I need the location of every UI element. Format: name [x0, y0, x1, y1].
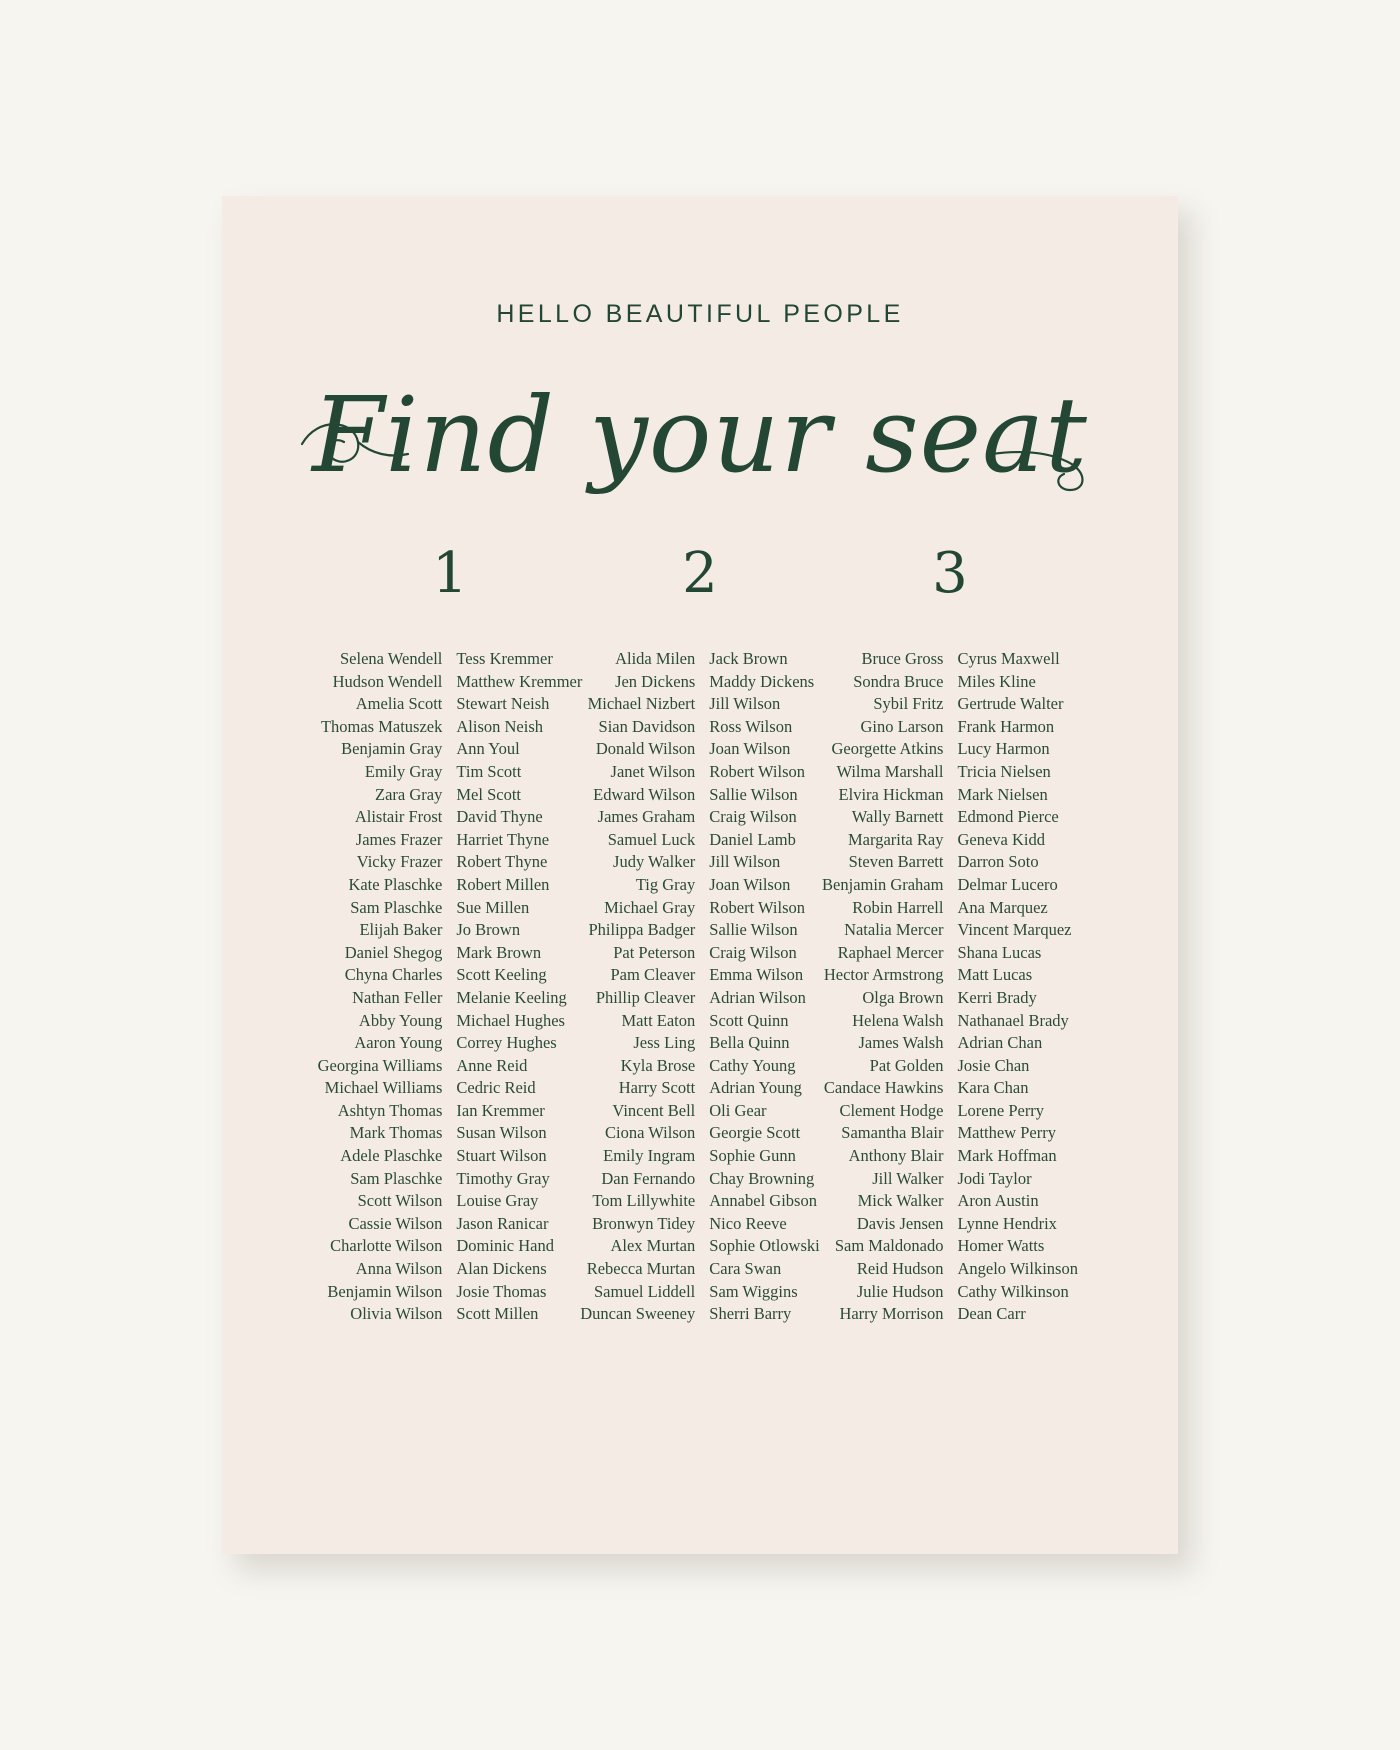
guest-name: Sam Wiggins	[709, 1281, 798, 1301]
guest-name: Miles Kline	[957, 671, 1036, 691]
guest-name: Anthony Blair	[848, 1146, 944, 1166]
guest-name: Dan Fernando	[601, 1168, 696, 1188]
guest-name: Jo Brown	[456, 920, 521, 940]
guest-name: Michael Hughes	[456, 1010, 565, 1030]
guest-name: Mark Brown	[456, 942, 542, 962]
guest-name: Georgina Williams	[317, 1055, 443, 1075]
guest-name: Jason Ranicar	[456, 1213, 549, 1233]
guest-name: Jen Dickens	[615, 671, 696, 691]
guest-name: Rebecca Murtan	[586, 1259, 696, 1279]
guest-name: Frank Harmon	[957, 716, 1055, 736]
guest-name: Emily Gray	[364, 761, 443, 781]
guest-name: Bronwyn Tidey	[592, 1213, 696, 1233]
guest-name: Olivia Wilson	[350, 1304, 443, 1324]
guest-name: Philippa Badger	[588, 920, 696, 940]
guest-name: Jess Ling	[633, 1033, 696, 1053]
guest-column	[957, 648, 1078, 1326]
guest-name: Alistair Frost	[354, 807, 443, 827]
guest-name: Edmond Pierce	[957, 807, 1059, 827]
guest-name: Daniel Shegog	[344, 942, 443, 962]
tables-container	[222, 541, 1178, 1326]
seating-chart-poster	[222, 196, 1178, 1554]
guest-name: Wilma Marshall	[836, 761, 944, 781]
guest-name: Elvira Hickman	[838, 784, 944, 804]
guest-name: Dominic Hand	[456, 1236, 554, 1256]
guest-name: Cara Swan	[709, 1259, 782, 1279]
guest-name: Phillip Cleaver	[595, 987, 696, 1007]
guest-name: Natalia Mercer	[844, 920, 944, 940]
guest-name: Ian Kremmer	[456, 1100, 545, 1120]
guest-name: Ashtyn Thomas	[337, 1100, 443, 1120]
guest-name: Stuart Wilson	[456, 1146, 547, 1166]
table-columns	[822, 648, 1078, 1326]
guest-name: Amelia Scott	[355, 694, 443, 714]
guest-name: Nico Reeve	[709, 1213, 787, 1233]
guest-name: Shana Lucas	[957, 942, 1042, 962]
guest-name: Harry Scott	[618, 1078, 696, 1098]
guest-name: Scott Wilson	[357, 1191, 443, 1211]
guest-name: Helena Walsh	[852, 1010, 944, 1030]
guest-name: Louise Gray	[456, 1191, 539, 1211]
guest-name: Mark Hoffman	[957, 1146, 1057, 1166]
guest-name: Olga Brown	[862, 987, 944, 1007]
guest-name: Alan Dickens	[456, 1259, 547, 1279]
guest-name: Dean Carr	[957, 1304, 1026, 1324]
guest-name: Scott Millen	[456, 1304, 539, 1324]
guest-name: Judy Walker	[613, 852, 696, 872]
guest-name: Josie Chan	[957, 1055, 1030, 1075]
guest-name: Adrian Chan	[957, 1033, 1043, 1053]
guest-column	[456, 648, 582, 1326]
guest-name: Sherri Barry	[709, 1304, 792, 1324]
guest-name: Matt Lucas	[957, 965, 1033, 985]
guest-name: Maddy Dickens	[709, 671, 815, 691]
guest-name: Cassie Wilson	[348, 1213, 443, 1233]
guest-name: Ross Wilson	[709, 716, 793, 736]
guest-name: James Walsh	[858, 1033, 944, 1053]
poster-headline-block	[222, 374, 1178, 496]
guest-name: Anne Reid	[456, 1055, 528, 1075]
table-columns	[317, 648, 583, 1326]
guest-name: Adele Plaschke	[340, 1146, 443, 1166]
guest-name: Robert Millen	[456, 874, 550, 894]
guest-name: Harry Morrison	[839, 1304, 944, 1324]
guest-name: Craig Wilson	[709, 807, 797, 827]
guest-name: Georgette Atkins	[831, 739, 944, 759]
guest-name: Joan Wilson	[709, 739, 791, 759]
guest-name: Tess Kremmer	[456, 649, 553, 668]
guest-name: Robert Thyne	[456, 852, 548, 872]
guest-name: Janet Wilson	[610, 761, 696, 781]
guest-name: Sue Millen	[456, 897, 530, 917]
guest-name: Samuel Luck	[607, 829, 696, 849]
table-columns	[575, 648, 825, 1326]
guest-name: Timothy Gray	[456, 1168, 550, 1188]
guest-name: Cedric Reid	[456, 1078, 536, 1098]
guest-name: Samuel Liddell	[593, 1281, 696, 1301]
guest-name: Ciona Wilson	[605, 1123, 696, 1143]
guest-name: Lynne Hendrix	[957, 1213, 1057, 1233]
guest-name: Sybil Fritz	[873, 694, 944, 714]
guest-name: Clement Hodge	[839, 1100, 944, 1120]
guest-name: Jill Wilson	[709, 694, 781, 714]
guest-name: Gino Larson	[860, 716, 944, 736]
guest-name: Benjamin Gray	[341, 739, 443, 759]
guest-name: Darron Soto	[957, 852, 1039, 872]
guest-name: Pam Cleaver	[610, 965, 696, 985]
guest-name: Aron Austin	[957, 1191, 1039, 1211]
poster-wrapper	[222, 196, 1178, 1554]
guest-name: Harriet Thyne	[456, 829, 550, 849]
guest-name: Tig Gray	[635, 874, 696, 894]
guest-name: Stewart Neish	[456, 694, 550, 714]
guest-name: Hector Armstrong	[823, 965, 944, 985]
guest-name: Geneva Kidd	[957, 829, 1045, 849]
guest-name: Zara Gray	[375, 784, 443, 804]
guest-name: Cathy Young	[709, 1055, 796, 1075]
guest-name: Steven Barrett	[848, 852, 944, 872]
table-group	[317, 541, 583, 1326]
guest-name: Susan Wilson	[456, 1123, 547, 1143]
guest-name: Alex Murtan	[610, 1236, 696, 1256]
guest-name: Elijah Baker	[359, 920, 443, 940]
guest-name: Emma Wilson	[709, 965, 804, 985]
guest-name: Jill Wilson	[709, 852, 781, 872]
guest-name: Thomas Matuszek	[320, 716, 443, 736]
guest-name: Scott Quinn	[709, 1010, 789, 1030]
guest-name: Michael Williams	[324, 1078, 443, 1098]
guest-name: Pat Peterson	[613, 942, 696, 962]
guest-name: Selena Wendell	[339, 649, 443, 668]
guest-name: James Graham	[597, 807, 696, 827]
guest-column	[709, 648, 819, 1326]
guest-name: Annabel Gibson	[709, 1191, 817, 1211]
guest-name: Delmar Lucero	[957, 874, 1058, 894]
guest-name: Sam Plaschke	[350, 897, 443, 917]
guest-name: James Frazer	[355, 829, 443, 849]
guest-name: Ann Youl	[456, 739, 520, 759]
guest-name: Cyrus Maxwell	[957, 649, 1060, 668]
guest-name: Sophie Otlowski	[709, 1236, 820, 1256]
guest-name: Adrian Wilson	[709, 987, 806, 1007]
guest-name: Gertrude Walter	[957, 694, 1064, 714]
guest-name: Chay Browning	[709, 1168, 815, 1188]
guest-name: Sam Maldonado	[834, 1236, 944, 1256]
guest-name: Abby Young	[358, 1010, 443, 1030]
guest-name: Sophie Gunn	[709, 1146, 796, 1166]
guest-name: Vicky Frazer	[356, 852, 443, 872]
guest-name: Jodi Taylor	[957, 1168, 1032, 1188]
guest-name: Robert Wilson	[709, 897, 806, 917]
guest-name: Nathanael Brady	[957, 1010, 1069, 1030]
guest-name: Benjamin Graham	[822, 874, 944, 894]
guest-name: Raphael Mercer	[837, 942, 944, 962]
guest-column	[318, 648, 443, 1326]
guest-name: Matthew Kremmer	[456, 671, 583, 691]
guest-name: Homer Watts	[957, 1236, 1045, 1256]
guest-name: Sondra Bruce	[853, 671, 944, 691]
guest-name: Tricia Nielsen	[957, 761, 1051, 781]
guest-name: Sam Plaschke	[350, 1168, 443, 1188]
guest-name: Tom Lillywhite	[592, 1191, 696, 1211]
guest-name: Robin Harrell	[852, 897, 944, 917]
guest-name: Daniel Lamb	[709, 829, 796, 849]
guest-name: Matt Eaton	[621, 1010, 696, 1030]
guest-name: Pat Golden	[869, 1055, 944, 1075]
guest-name: David Thyne	[456, 807, 543, 827]
guest-name: Edward Wilson	[593, 784, 696, 804]
guest-name: Sallie Wilson	[709, 784, 798, 804]
table-number: 2	[682, 541, 718, 606]
guest-name: Reid Hudson	[856, 1259, 944, 1279]
guest-name: Candace Hawkins	[823, 1078, 944, 1098]
guest-name: Matthew Perry	[957, 1123, 1056, 1143]
guest-name: Emily Ingram	[603, 1146, 696, 1166]
page-title: Find your seat	[312, 374, 1088, 496]
guest-name: Julie Hudson	[856, 1281, 944, 1301]
guest-column	[822, 648, 943, 1326]
guest-name: Kara Chan	[957, 1078, 1029, 1098]
guest-name: Ana Marquez	[957, 897, 1048, 917]
guest-name: Lucy Harmon	[957, 739, 1050, 759]
guest-name: Mel Scott	[456, 784, 521, 804]
guest-name: Mick Walker	[857, 1191, 944, 1211]
guest-name: Sian Davidson	[598, 716, 696, 736]
table-number: 3	[932, 541, 968, 606]
guest-name: Donald Wilson	[595, 739, 696, 759]
guest-name: Jack Brown	[709, 649, 788, 668]
poster-eyebrow: HELLO BEAUTIFUL PEOPLE	[496, 300, 904, 328]
guest-name: Alida Milen	[615, 649, 696, 668]
guest-name: Alison Neish	[456, 716, 543, 736]
guest-column	[580, 648, 695, 1326]
guest-name: Davis Jensen	[856, 1213, 944, 1233]
guest-name: Craig Wilson	[709, 942, 797, 962]
guest-name: Bella Quinn	[709, 1033, 790, 1053]
table-group	[822, 541, 1078, 1326]
guest-name: Jill Walker	[872, 1168, 944, 1188]
guest-name: Scott Keeling	[456, 965, 547, 985]
guest-name: Michael Gray	[604, 897, 696, 917]
guest-name: Kate Plaschke	[348, 874, 443, 894]
table-number: 1	[432, 541, 468, 606]
guest-name: Wally Barnett	[851, 807, 944, 827]
guest-name: Duncan Sweeney	[580, 1304, 696, 1324]
guest-name: Mark Thomas	[349, 1123, 443, 1143]
guest-name: Chyna Charles	[344, 965, 443, 985]
guest-name: Vincent Bell	[612, 1100, 696, 1120]
guest-name: Cathy Wilkinson	[957, 1281, 1069, 1301]
guest-name: Josie Thomas	[456, 1281, 547, 1301]
table-group	[575, 541, 825, 1326]
guest-name: Hudson Wendell	[332, 671, 443, 691]
guest-name: Anna Wilson	[355, 1259, 443, 1279]
guest-name: Angelo Wilkinson	[957, 1259, 1078, 1279]
guest-name: Lorene Perry	[957, 1100, 1045, 1120]
guest-name: Vincent Marquez	[957, 920, 1072, 940]
guest-name: Adrian Young	[709, 1078, 802, 1098]
guest-name: Benjamin Wilson	[327, 1281, 443, 1301]
guest-name: Oli Gear	[709, 1100, 767, 1120]
guest-name: Joan Wilson	[709, 874, 791, 894]
guest-name: Sallie Wilson	[709, 920, 798, 940]
guest-name: Robert Wilson	[709, 761, 806, 781]
guest-name: Bruce Gross	[861, 649, 944, 668]
guest-name: Kerri Brady	[957, 987, 1037, 1007]
guest-name: Michael Nizbert	[587, 694, 696, 714]
guest-name: Kyla Brose	[620, 1055, 696, 1075]
guest-name: Charlotte Wilson	[330, 1236, 443, 1256]
guest-name: Melanie Keeling	[456, 987, 567, 1007]
guest-name: Georgie Scott	[709, 1123, 801, 1143]
guest-name: Mark Nielsen	[957, 784, 1048, 804]
guest-name: Margarita Ray	[848, 829, 944, 849]
guest-name: Correy Hughes	[456, 1033, 557, 1053]
guest-name: Samantha Blair	[841, 1123, 944, 1143]
guest-name: Nathan Feller	[352, 987, 443, 1007]
guest-name: Tim Scott	[456, 761, 522, 781]
guest-name: Aaron Young	[354, 1033, 443, 1053]
